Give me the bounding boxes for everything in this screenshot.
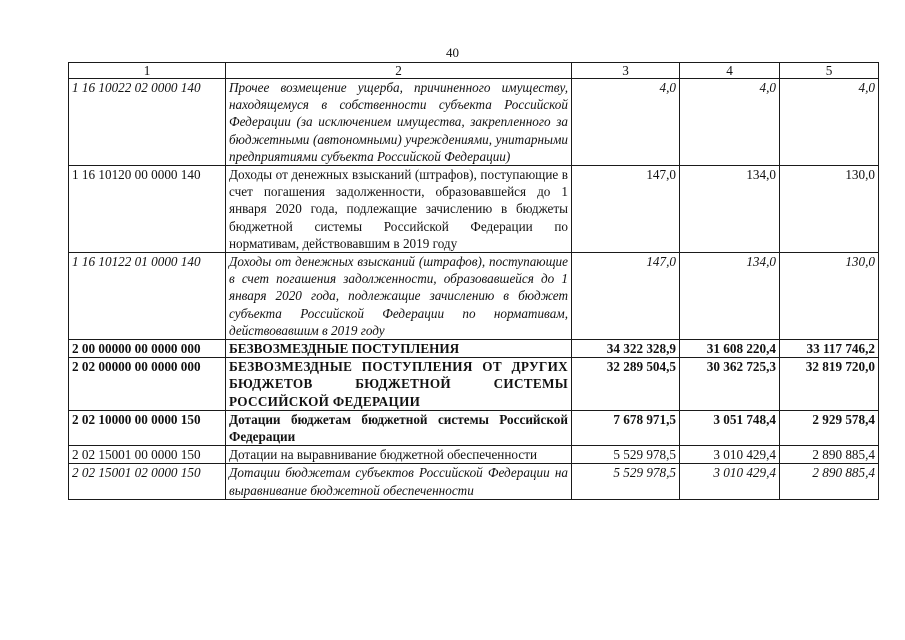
page-number: 40 [446, 45, 459, 60]
classification-code: 1 16 10022 02 0000 140 [69, 79, 226, 166]
value-column-3: 7 678 971,5 [572, 410, 680, 445]
value-column-5: 130,0 [780, 253, 879, 340]
revenue-description: Прочее возмещение ущерба, причиненного имуществу, находящемуся в собственности субъекта Российской Федерации (за исключением имущества, закрепленного за бюджетными (автономными) учреждениями, унитарными предприятиями субъекта Российской Федерации) [226, 79, 572, 166]
column-header: 4 [680, 63, 780, 79]
classification-code: 2 02 15001 00 0000 150 [69, 446, 226, 464]
value-column-5: 2 890 885,4 [780, 464, 879, 499]
revenue-description: Дотации на выравнивание бюджетной обеспеченности [226, 446, 572, 464]
classification-code: 2 00 00000 00 0000 000 [69, 340, 226, 358]
revenue-description: БЕЗВОЗМЕЗДНЫЕ ПОСТУПЛЕНИЯ [226, 340, 572, 358]
value-column-5: 130,0 [780, 166, 879, 253]
value-column-4: 134,0 [680, 166, 780, 253]
column-header: 5 [780, 63, 879, 79]
value-column-5: 4,0 [780, 79, 879, 166]
revenue-description: БЕЗВОЗМЕЗДНЫЕ ПОСТУПЛЕНИЯ ОТ ДРУГИХ БЮДЖЕТОВ БЮДЖЕТНОЙ СИСТЕМЫ РОССИЙСКОЙ ФЕДЕРАЦИИ [226, 358, 572, 411]
value-column-3: 5 529 978,5 [572, 446, 680, 464]
table-row [69, 340, 879, 358]
value-column-3: 147,0 [572, 253, 680, 340]
column-header: 1 [69, 63, 226, 79]
value-column-3: 4,0 [572, 79, 680, 166]
table-row [69, 464, 879, 499]
classification-code: 2 02 10000 00 0000 150 [69, 410, 226, 445]
revenue-description: Дотации бюджетам бюджетной системы Российской Федерации [226, 410, 572, 445]
value-column-5: 32 819 720,0 [780, 358, 879, 411]
value-column-5: 33 117 746,2 [780, 340, 879, 358]
table-row [69, 446, 879, 464]
classification-code: 1 16 10122 01 0000 140 [69, 253, 226, 340]
classification-code: 2 02 15001 02 0000 150 [69, 464, 226, 499]
revenue-description: Доходы от денежных взысканий (штрафов), поступающие в счет погашения задолженности, образовавшейся до 1 января 2020 года, подлежащие зачислению в бюджеты бюджетной системы Российской Федерации по нормативам, действовавшим в 2019 году [226, 166, 572, 253]
table-row [69, 166, 879, 253]
value-column-3: 5 529 978,5 [572, 464, 680, 499]
table-row [69, 358, 879, 411]
classification-code: 1 16 10120 00 0000 140 [69, 166, 226, 253]
column-number-row [69, 63, 879, 79]
table-row [69, 79, 879, 166]
table-row [69, 253, 879, 340]
value-column-4: 134,0 [680, 253, 780, 340]
value-column-3: 34 322 328,9 [572, 340, 680, 358]
value-column-5: 2 890 885,4 [780, 446, 879, 464]
value-column-4: 3 010 429,4 [680, 464, 780, 499]
value-column-4: 3 010 429,4 [680, 446, 780, 464]
value-column-4: 30 362 725,3 [680, 358, 780, 411]
value-column-3: 32 289 504,5 [572, 358, 680, 411]
value-column-4: 31 608 220,4 [680, 340, 780, 358]
revenue-description: Дотации бюджетам субъектов Российской Федерации на выравнивание бюджетной обеспеченности [226, 464, 572, 499]
classification-code: 2 02 00000 00 0000 000 [69, 358, 226, 411]
revenue-description: Доходы от денежных взысканий (штрафов), поступающие в счет погашения задолженности, образовавшейся до 1 января 2020 года, подлежащие зачислению в бюджет субъекта Российской Федерации по нормативам, действовавшим в 2019 году [226, 253, 572, 340]
value-column-4: 3 051 748,4 [680, 410, 780, 445]
budget-revenue-table [68, 62, 879, 500]
value-column-3: 147,0 [572, 166, 680, 253]
table-row [69, 410, 879, 445]
column-header: 2 [226, 63, 572, 79]
column-header: 3 [572, 63, 680, 79]
value-column-4: 4,0 [680, 79, 780, 166]
value-column-5: 2 929 578,4 [780, 410, 879, 445]
